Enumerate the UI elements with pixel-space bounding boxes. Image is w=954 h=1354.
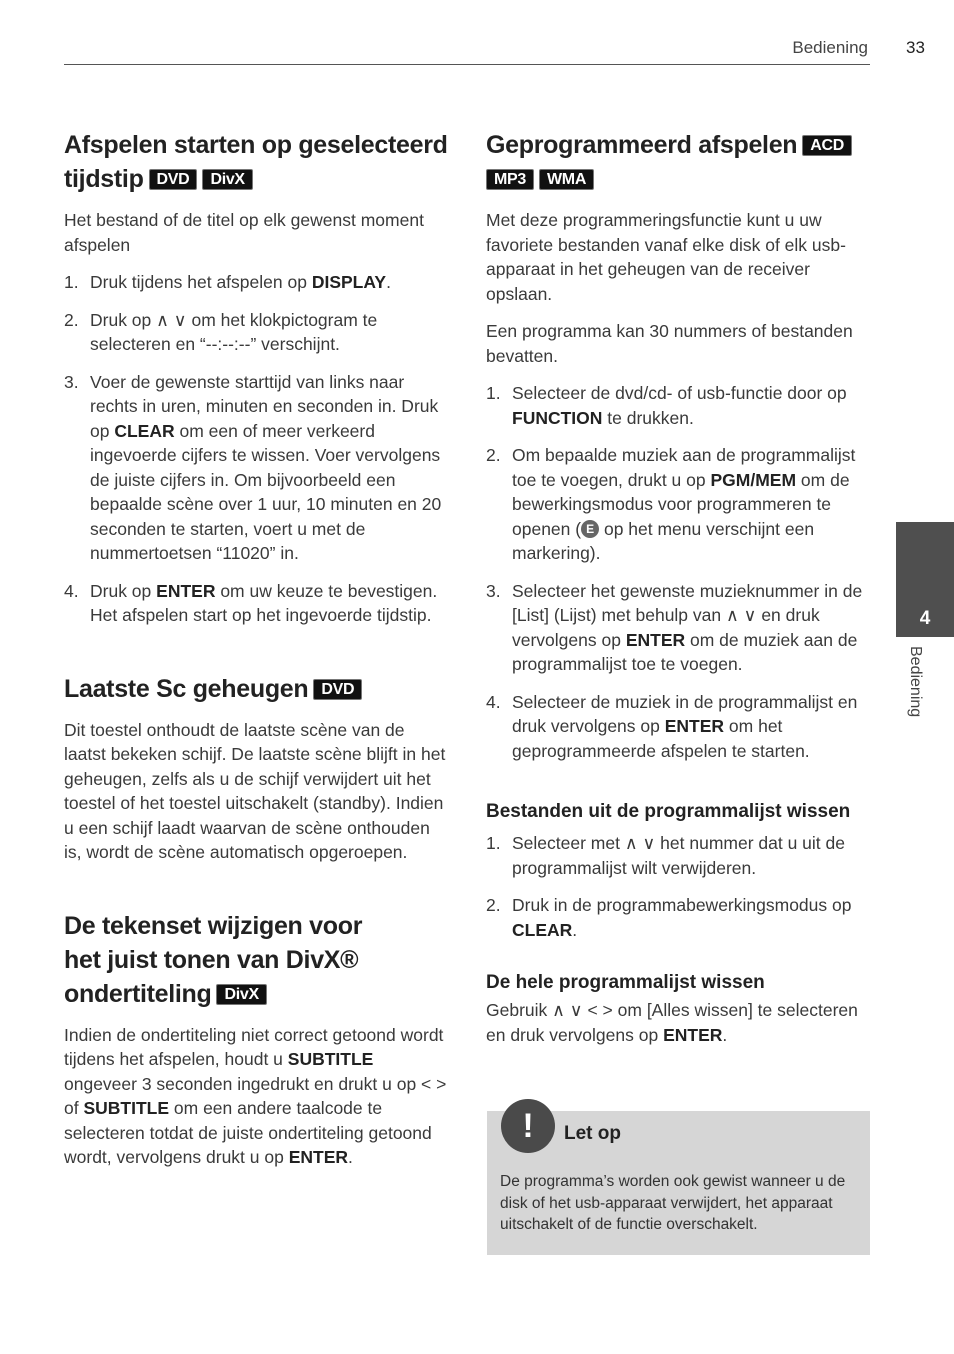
section-playback-start-time	[64, 128, 450, 628]
key-name: PGM/MEM	[710, 469, 797, 490]
section-programmed-playback	[486, 128, 872, 763]
section-heading	[64, 672, 450, 706]
intro-text: Het bestand of de titel op elk gewenst moment afspelen	[64, 210, 424, 255]
step-number: 4.	[64, 580, 79, 601]
key-name: ENTER	[156, 580, 216, 601]
heading-text: het juist tonen van DivX®	[64, 945, 359, 974]
key-name: FUNCTION	[512, 407, 603, 428]
header-section-title: Bediening	[792, 38, 868, 57]
step-text: Voer de gewenste starttijd van links naar rechts in uren, minuten en seconden in. Druk op	[90, 371, 439, 441]
steps-list	[64, 270, 450, 628]
badge-mp3: MP3	[486, 169, 534, 190]
step-text: op het menu verschijnt een markering).	[512, 518, 815, 563]
step-text: Selecteer met ∧ ∨ het nummer dat u uit de programmalijst wilt verwijderen.	[512, 833, 845, 878]
list-item	[486, 443, 872, 566]
page-header	[64, 36, 870, 65]
body-text: Een programma kan 30 nummers of bestanden bevatten.	[486, 321, 853, 366]
step-text: om uw keuze te bevestigen. Het afspelen start op het ingevoerde tijdstip.	[90, 580, 438, 625]
badge-divx: DivX	[216, 984, 266, 1005]
heading-text: Afspelen starten op geselecteerd tijdstip	[64, 131, 448, 193]
list-item	[64, 270, 450, 295]
list-item	[486, 690, 872, 764]
key-name: ENTER	[625, 629, 686, 650]
heading-text: De tekenset wijzigen voor	[64, 911, 363, 940]
step-number: 3.	[486, 580, 501, 601]
key-name: ENTER	[288, 1147, 349, 1167]
step-number: 1.	[486, 383, 501, 403]
list-item	[486, 893, 872, 942]
badge-dvd: DVD	[313, 679, 362, 700]
step-text: .	[572, 919, 578, 940]
key-name: ENTER	[663, 1024, 723, 1045]
list-item	[64, 370, 450, 566]
chapter-label: Bediening	[907, 646, 924, 718]
section-clear-whole-list	[486, 970, 872, 1047]
body-text: Dit toestel onthoudt de laatste scène van de laatst bekeken schijf. De laatste scène blijft in het geheugen, zelfs als u de schijf verwijdert uit het toestel of het toestel uitschakelt (standby). Indien u een schijf laadt waarvan de scène onthouden is, wordt de scène automatisch opgeroepen.	[64, 719, 446, 862]
section-heading	[64, 909, 450, 1011]
body-text: Gebruik ∧ ∨ < > om [Alles wissen] te selecteren en druk vervolgens op ENTER.	[486, 1000, 858, 1045]
key-name: CLEAR	[114, 420, 175, 441]
list-item	[64, 308, 450, 357]
step-text: om de muziek aan de programmalijst toe te voegen.	[512, 629, 858, 674]
note-text: De programma’s worden ook gewist wanneer u de disk of het usb-apparaat verwijdert, het apparaat uitschakelt of de functie overschakelt.	[500, 1173, 846, 1233]
step-number: 1.	[486, 833, 501, 853]
chapter-tab	[896, 522, 954, 637]
step-number: 4.	[486, 691, 501, 712]
heading-text: Geprogrammeerd afspelen	[486, 131, 798, 159]
heading-text: ondertiteling	[64, 979, 212, 1008]
step-text: Om bepaalde muziek aan de programmalijst toe te voegen, drukt u op	[512, 445, 856, 490]
list-item	[486, 381, 872, 430]
heading-text: Laatste Sc geheugen	[64, 674, 309, 703]
subsection-heading: Bestanden uit de programmalijst wissen	[486, 801, 851, 822]
badge-wma: WMA	[539, 169, 594, 190]
list-item	[486, 579, 872, 677]
step-number: 2.	[64, 309, 79, 330]
section-heading	[486, 128, 872, 196]
badge-divx: DivX	[202, 169, 252, 190]
badge-acd: ACD	[802, 135, 852, 156]
subsection-heading: De hele programmalijst wissen	[486, 972, 765, 993]
section-divx-charset	[64, 909, 450, 1170]
steps-list	[486, 831, 872, 942]
key-name: SUBTITLE	[287, 1049, 374, 1069]
left-column	[64, 128, 450, 1214]
key-name: CLEAR	[512, 919, 573, 940]
list-item	[486, 831, 872, 880]
key-name: DISPLAY	[311, 272, 387, 292]
body-text: Indien de ondertiteling niet correct getoond wordt tijdens het afspelen, houdt u SUBTITLE ongeveer 3 seconden ingedrukt en drukt u op < > of SUBTITLE om een andere taalcode te selecteren totdat de juiste ondertiteling getoond wordt, vervolgens drukt u op ENTER.	[64, 1024, 447, 1167]
list-item	[64, 579, 450, 628]
step-number: 2.	[486, 895, 501, 915]
key-name: ENTER	[664, 716, 725, 736]
key-name: SUBTITLE	[83, 1098, 170, 1118]
section-last-scene-memory	[64, 672, 450, 865]
edit-mode-icon: E	[581, 520, 599, 538]
step-text: om een of meer verkeerd ingevoerde cijfers te wissen. Voer vervolgens de juiste cijfers in. Om bijvoorbeeld een bepaalde scène over 1 uur, 10 minuten en 20 seconden te starten, voert u met de nummertoetsen “11020” in.	[90, 420, 442, 563]
step-text: Selecteer de dvd/cd- of usb-functie door op	[512, 383, 847, 403]
caution-note	[487, 1107, 870, 1255]
step-text: om de bewerkingsmodus voor programmeren te openen (	[512, 469, 850, 539]
steps-list	[486, 381, 872, 763]
step-text: te drukken.	[602, 407, 694, 428]
step-text: Druk op	[90, 580, 157, 601]
step-text: Druk tijdens het afspelen op	[90, 272, 312, 292]
body-text: Met deze programmeringsfunctie kunt u uw favoriete bestanden vanaf elke disk of elk usb-apparaat in het geheugen van de receiver opslaan.	[486, 210, 846, 304]
step-number: 3.	[64, 371, 79, 392]
step-text: Druk in de programmabewerkingsmodus op	[512, 895, 852, 915]
note-title: Let op	[564, 1123, 621, 1144]
step-text: Selecteer de muziek in de programmalijst en druk vervolgens op	[512, 691, 858, 736]
step-text: .	[386, 272, 391, 292]
step-text: Selecteer het gewenste muzieknummer in de [List] (Lijst) met behulp van ∧ ∨ en druk vervolgens op	[512, 580, 863, 650]
right-column	[486, 128, 872, 1060]
step-number: 1.	[64, 272, 79, 292]
page-number: 33	[906, 38, 925, 57]
badge-dvd: DVD	[149, 169, 198, 190]
section-delete-from-list	[486, 799, 872, 942]
step-text: om het geprogrammeerde afspelen te starten.	[512, 716, 810, 761]
chapter-number: 4	[919, 608, 931, 629]
step-text: Druk op ∧ ∨ om het klokpictogram te selecteren en “--:--:--” verschijnt.	[90, 309, 378, 354]
section-heading	[64, 128, 450, 196]
exclamation-icon: !	[501, 1099, 555, 1153]
step-number: 2.	[486, 445, 501, 465]
